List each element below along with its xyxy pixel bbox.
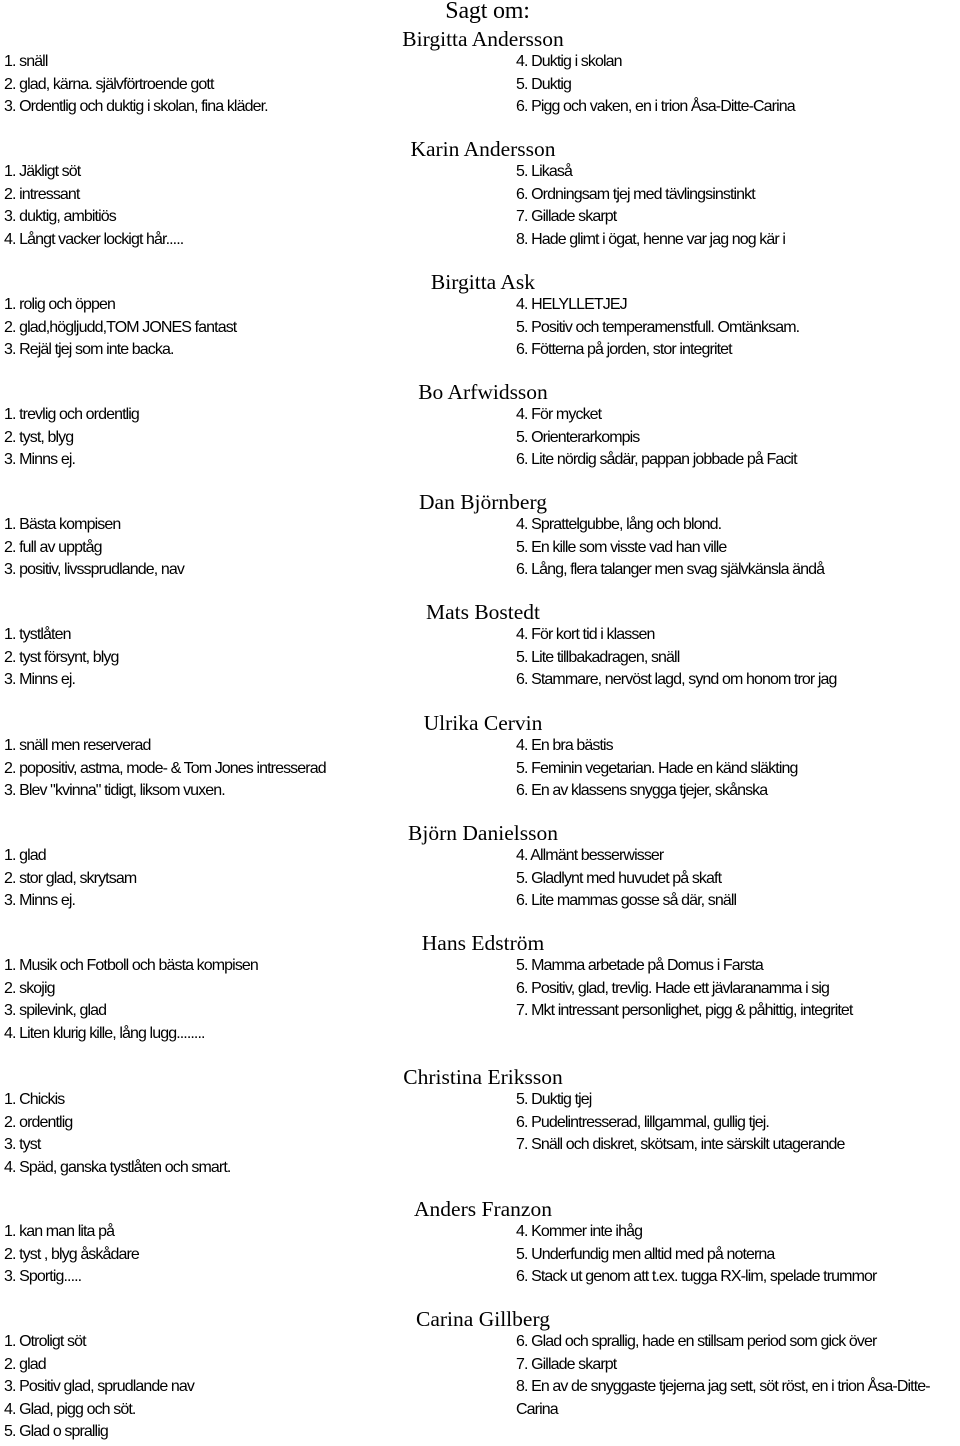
comment-item: 2. skojig	[4, 979, 55, 997]
comment-item: 1. Bästa kompisen	[4, 516, 121, 533]
comment-item: 4. En bra bästis	[516, 737, 613, 754]
right-comment-list	[516, 514, 824, 582]
comment-item: 1. rolig och öppen	[4, 296, 116, 313]
comment-item: 1. Jäkligt söt	[4, 163, 81, 180]
left-comment-list	[4, 1089, 230, 1179]
right-comment-list	[516, 955, 852, 1023]
comment-item: 1. Chickis	[4, 1091, 65, 1108]
right-comment-list	[516, 735, 797, 803]
comment-item: 4. Sprattelgubbe, lång och blond.	[516, 516, 722, 533]
left-comment-list	[4, 955, 258, 1045]
comment-item: 4. För kort tid i klassen	[516, 626, 655, 643]
comment-item: 5. En kille som visste vad han ville	[516, 538, 727, 556]
comment-item: 3. Minns ej.	[4, 892, 76, 910]
right-comment-list	[516, 161, 785, 251]
comment-item: 1. snäll men reserverad	[4, 737, 151, 754]
left-comment-list	[4, 294, 236, 362]
comment-item: 7. Gillade skarpt	[516, 1355, 617, 1373]
comment-item: 4. För mycket	[516, 406, 602, 423]
person-name-heading: Hans Edström	[421, 931, 545, 955]
comment-item: 8. Hade glimt i ögat, henne var jag nog kär i	[516, 230, 786, 248]
comment-item: 6. Stack ut genom att t.ex. tugga RX-lim, spelade trummor	[516, 1268, 877, 1286]
comment-item: 2. glad,högljudd,TOM JONES fantast	[4, 318, 237, 336]
person-name-heading: Christina Eriksson	[403, 1065, 563, 1089]
comment-item: 6. En av klassens snygga tjejer, skånska	[516, 782, 768, 800]
comment-item: 3. Positiv glad, sprudlande nav	[4, 1378, 195, 1396]
comment-item: 2. stor glad, skrytsam	[4, 869, 137, 887]
person-name-heading: Carina Gillberg	[416, 1307, 550, 1331]
comment-item: 1. Musik och Fotboll och bästa kompisen	[4, 957, 258, 974]
right-comment-list	[516, 294, 799, 362]
comment-item: 6. Positiv, glad, trevlig. Hade ett jävlaranamma i sig	[516, 979, 830, 997]
comment-item: 7. Snäll och diskret, skötsam, inte särskilt utagerande	[516, 1136, 845, 1154]
comment-item: 6. Stammare, nervöst lagd, synd om honom tror jag	[516, 671, 837, 689]
right-comment-list	[516, 51, 795, 119]
comment-item: 3. Rejäl tjej som inte backa.	[4, 341, 174, 359]
comment-item: 7. Mkt intressant personlighet, pigg & påhittig, integritet	[516, 1002, 853, 1020]
comment-item: 5. Positiv och temperamenstfull. Omtänksam.	[516, 318, 800, 336]
comment-item: 5. Duktig	[516, 75, 572, 93]
left-comment-list	[4, 404, 139, 472]
comment-item: 5. Duktig tjej	[516, 1091, 592, 1108]
comment-item: 1. snäll	[4, 53, 48, 70]
comment-item: 2. intressant	[4, 185, 80, 203]
comment-item: 3. tyst	[4, 1136, 41, 1154]
comment-item: 1. glad	[4, 847, 46, 864]
person-name-heading: Bo Arfwidsson	[418, 380, 548, 404]
person-name-heading: Birgitta Ask	[430, 270, 536, 294]
comment-item: 1. kan man lita på	[4, 1223, 115, 1240]
comment-item: 4. Liten klurig kille, lång lugg........	[4, 1024, 205, 1042]
left-comment-list	[4, 51, 268, 119]
comment-item: 7. Gillade skarpt	[516, 208, 617, 226]
comment-item: 4. Kommer inte ihåg	[516, 1223, 643, 1240]
comment-item: 5. Likaså	[516, 163, 572, 180]
person-name-heading: Ulrika Cervin	[423, 711, 543, 735]
comment-item: 3. duktig, ambitiös	[4, 208, 116, 226]
left-comment-list	[4, 161, 183, 251]
comment-item: 8. En av de snyggaste tjejerna jag sett, söt röst, en i trion Åsa-Ditte-Carina	[516, 1378, 930, 1418]
person-name-heading: Anders Franzon	[414, 1197, 552, 1221]
person-name-heading: Mats Bostedt	[425, 600, 541, 624]
comment-item: 1. tystlåten	[4, 626, 71, 643]
person-name-heading: Karin Andersson	[410, 137, 556, 161]
right-comment-list	[516, 404, 797, 472]
comment-item: 6. Fötterna på jorden, stor integritet	[516, 341, 732, 359]
person-name-heading: Björn Danielsson	[408, 821, 558, 845]
left-comment-list	[4, 1221, 139, 1289]
page-title: Sagt om:	[445, 0, 530, 24]
comment-item: 3. Ordentlig och duktig i skolan, fina kläder.	[4, 98, 268, 116]
right-comment-list	[516, 1089, 844, 1157]
comment-item: 1. Otroligt söt	[4, 1333, 86, 1350]
comment-item: 5. Lite tillbakadragen, snäll	[516, 648, 680, 666]
comment-item: 2. tyst försynt, blyg	[4, 648, 119, 666]
comment-item: 1. trevlig och ordentlig	[4, 406, 139, 423]
comment-item: 2. tyst, blyg	[4, 428, 74, 446]
comment-item: 4. Långt vacker lockigt hår.....	[4, 230, 184, 248]
comment-item: 5. Glad o sprallig	[4, 1423, 108, 1441]
comment-item: 4. HELYLLETJEJ	[516, 296, 627, 313]
comment-item: 2. full av upptåg	[4, 538, 102, 556]
comment-item: 3. spilevink, glad	[4, 1002, 107, 1020]
right-comment-list	[516, 1221, 876, 1289]
person-name-heading: Dan Björnberg	[419, 490, 547, 514]
left-comment-list	[4, 624, 118, 692]
comment-item: 3. positiv, livssprudlande, nav	[4, 561, 184, 579]
left-comment-list	[4, 735, 326, 803]
comment-item: 3. Minns ej.	[4, 451, 76, 469]
comment-item: 6. Lite mammas gosse så där, snäll	[516, 892, 737, 910]
comment-item: 4. Späd, ganska tystlåten och smart.	[4, 1158, 231, 1176]
comment-item: 4. Glad, pigg och söt.	[4, 1400, 136, 1418]
left-comment-list	[4, 845, 136, 913]
right-comment-list	[516, 624, 837, 692]
comment-item: 4. Allmänt besserwisser	[516, 847, 664, 864]
comment-item: 6. Ordningsam tjej med tävlingsinstinkt	[516, 185, 755, 203]
comment-item: 4. Duktig i skolan	[516, 53, 622, 70]
comment-item: 3. Blev "kvinna" tidigt, liksom vuxen.	[4, 782, 225, 800]
comment-item: 6. Pigg och vaken, en i trion Åsa-Ditte-Carina	[516, 98, 795, 116]
comment-item: 5. Underfundig men alltid med på noterna	[516, 1245, 775, 1263]
comment-item: 2. popositiv, astma, mode- & Tom Jones intresserad	[4, 759, 326, 777]
left-comment-list	[4, 1331, 194, 1444]
comment-item: 2. glad	[4, 1355, 46, 1373]
right-comment-list	[516, 1331, 956, 1421]
comment-item: 2. glad, kärna. självförtroende gott	[4, 75, 214, 93]
comment-item: 6. Lång, flera talanger men svag självkänsla ändå	[516, 561, 825, 579]
person-name-heading: Birgitta Andersson	[402, 27, 564, 51]
comment-item: 6. Glad och sprallig, hade en stillsam period som gick över	[516, 1333, 877, 1350]
comment-item: 5. Gladlynt med huvudet på skaft	[516, 869, 722, 887]
left-comment-list	[4, 514, 184, 582]
comment-item: 5. Orienterarkompis	[516, 428, 640, 446]
comment-item: 6. Pudelintresserad, lillgammal, gullig tjej.	[516, 1113, 769, 1131]
comment-item: 2. ordentlig	[4, 1113, 73, 1131]
comment-item: 3. Sportig.....	[4, 1268, 82, 1286]
comment-item: 5. Mamma arbetade på Domus i Farsta	[516, 957, 763, 974]
comment-item: 3. Minns ej.	[4, 671, 76, 689]
comment-item: 2. tyst , blyg åskådare	[4, 1245, 139, 1263]
comment-item: 6. Lite nördig sådär, pappan jobbade på Facit	[516, 451, 797, 469]
comment-item: 5. Feminin vegetarian. Hade en känd släkting	[516, 759, 798, 777]
right-comment-list	[516, 845, 736, 913]
